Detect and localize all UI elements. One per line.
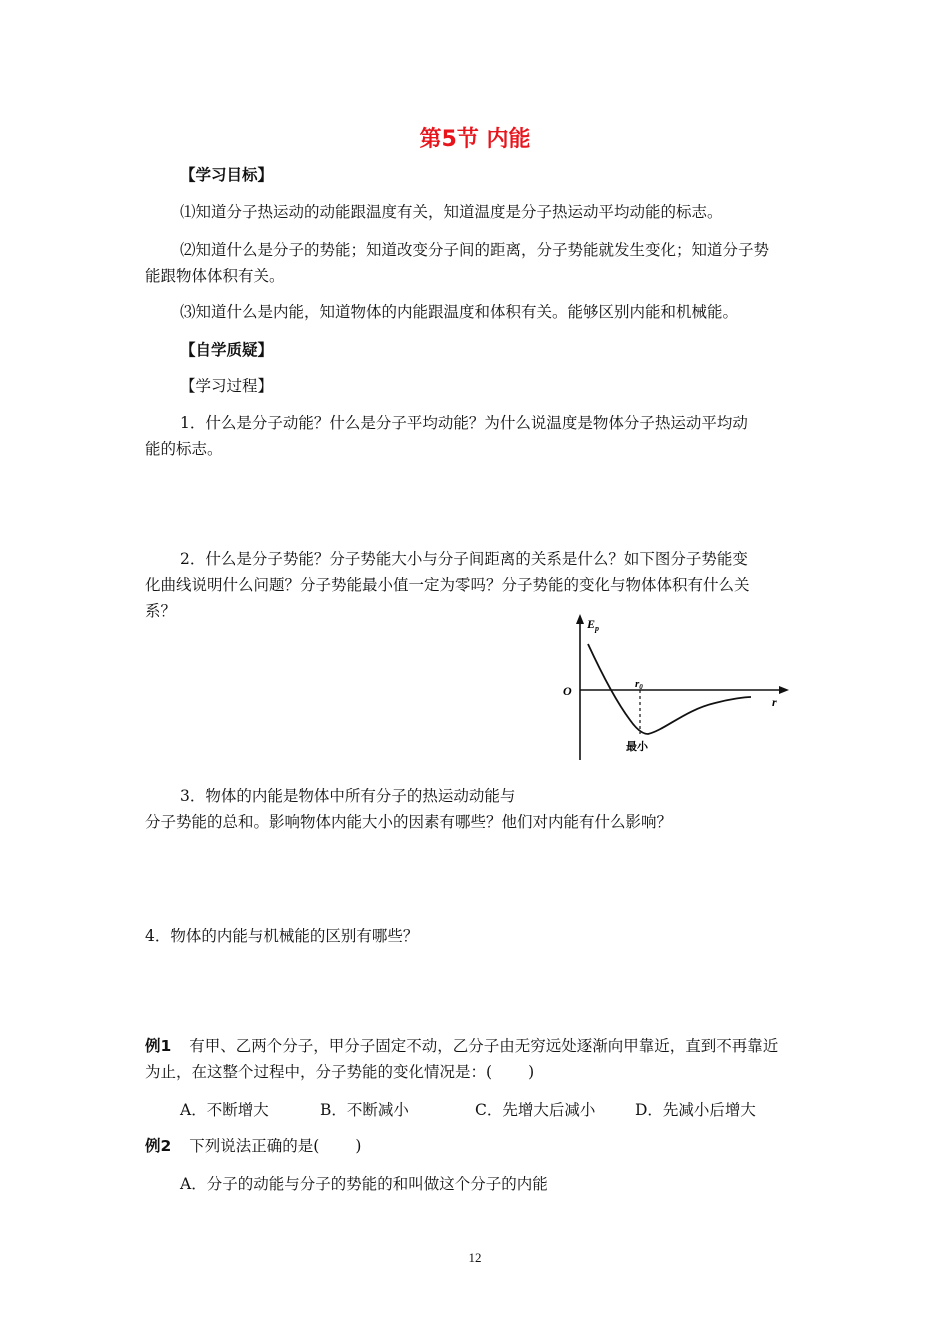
example-1-option-c: C．先增大后减小 [475, 1101, 596, 1119]
goals-heading: 【学习目标】 [180, 166, 274, 184]
example-1-paren-close: ) [528, 1063, 535, 1081]
question-2-line-2: 化曲线说明什么问题？分子势能最小值一定为零吗？分子势能的变化与物体体积有什么关 [145, 576, 750, 594]
goal-2-line-1: ⑵知道什么是分子的势能；知道改变分子间的距离，分子势能就发生变化；知道分子势 [180, 241, 770, 259]
goal-2-line-2: 能跟物体体积有关。 [145, 267, 285, 285]
y-axis-label: $E_p$ [587, 617, 600, 633]
example-1-option-b: B．不断减小 [320, 1101, 409, 1119]
question-2-line-3: 系？ [145, 602, 177, 620]
example-1-question: 有甲、乙两个分子，甲分子固定不动，乙分子由无穷远处逐渐向甲靠近，直到不再靠近 [189, 1037, 779, 1055]
example-1-option-a: A．不断增大 [180, 1101, 269, 1119]
page-title: 第5节 内能 [419, 127, 531, 152]
example-1-line-1 [145, 1036, 778, 1056]
x-axis-arrow [779, 686, 789, 694]
example-2-option-a: A．分子的动能与分子的势能的和叫做这个分子的内能 [180, 1175, 548, 1193]
y-axis-arrow [576, 614, 584, 624]
example-1-label: 例1 [145, 1037, 172, 1055]
self-study-heading: 【自学质疑】 [180, 341, 274, 359]
process-heading: 【学习过程】 [180, 377, 274, 395]
question-3-line-1: 3．物体的内能是物体中所有分子的热运动动能与 [180, 787, 516, 805]
potential-energy-figure [555, 612, 800, 764]
example-1-options [180, 1100, 756, 1120]
example-1-line-2 [145, 1062, 534, 1082]
x-axis-label: r [772, 695, 777, 709]
question-1-line-1: 1．什么是分子动能？什么是分子平均动能？为什么说温度是物体分子热运动平均动 [180, 414, 748, 432]
example-2-label: 例2 [145, 1137, 172, 1155]
example-1-question-end: 为止，在这整个过程中，分子势能的变化情况是：( [145, 1063, 493, 1081]
question-1-line-2: 能的标志。 [145, 440, 223, 458]
example-1-option-d: D．先减小后增大 [635, 1101, 756, 1119]
minimum-label: 最小 [626, 740, 648, 753]
question-3-line-2: 分子势能的总和。影响物体内能大小的因素有哪些？他们对内能有什么影响？ [145, 813, 673, 831]
r0-label: r0 [635, 678, 643, 691]
question-4: 4．物体的内能与机械能的区别有哪些？ [145, 927, 419, 945]
origin-label: O [563, 684, 572, 698]
goal-1: ⑴知道分子热运动的动能跟温度有关，知道温度是分子热运动平均动能的标志。 [180, 203, 723, 221]
example-2-paren-close: ) [355, 1137, 362, 1155]
potential-energy-curve [588, 644, 751, 734]
goal-3: ⑶知道什么是内能，知道物体的内能跟温度和体积有关。能够区别内能和机械能。 [180, 303, 739, 321]
page-number: 12 [468, 1250, 482, 1265]
example-2-question: 下列说法正确的是( [189, 1137, 320, 1155]
question-2-line-1: 2．什么是分子势能？分子势能大小与分子间距离的关系是什么？如下图分子势能变 [180, 550, 748, 568]
example-2-line [145, 1136, 361, 1156]
